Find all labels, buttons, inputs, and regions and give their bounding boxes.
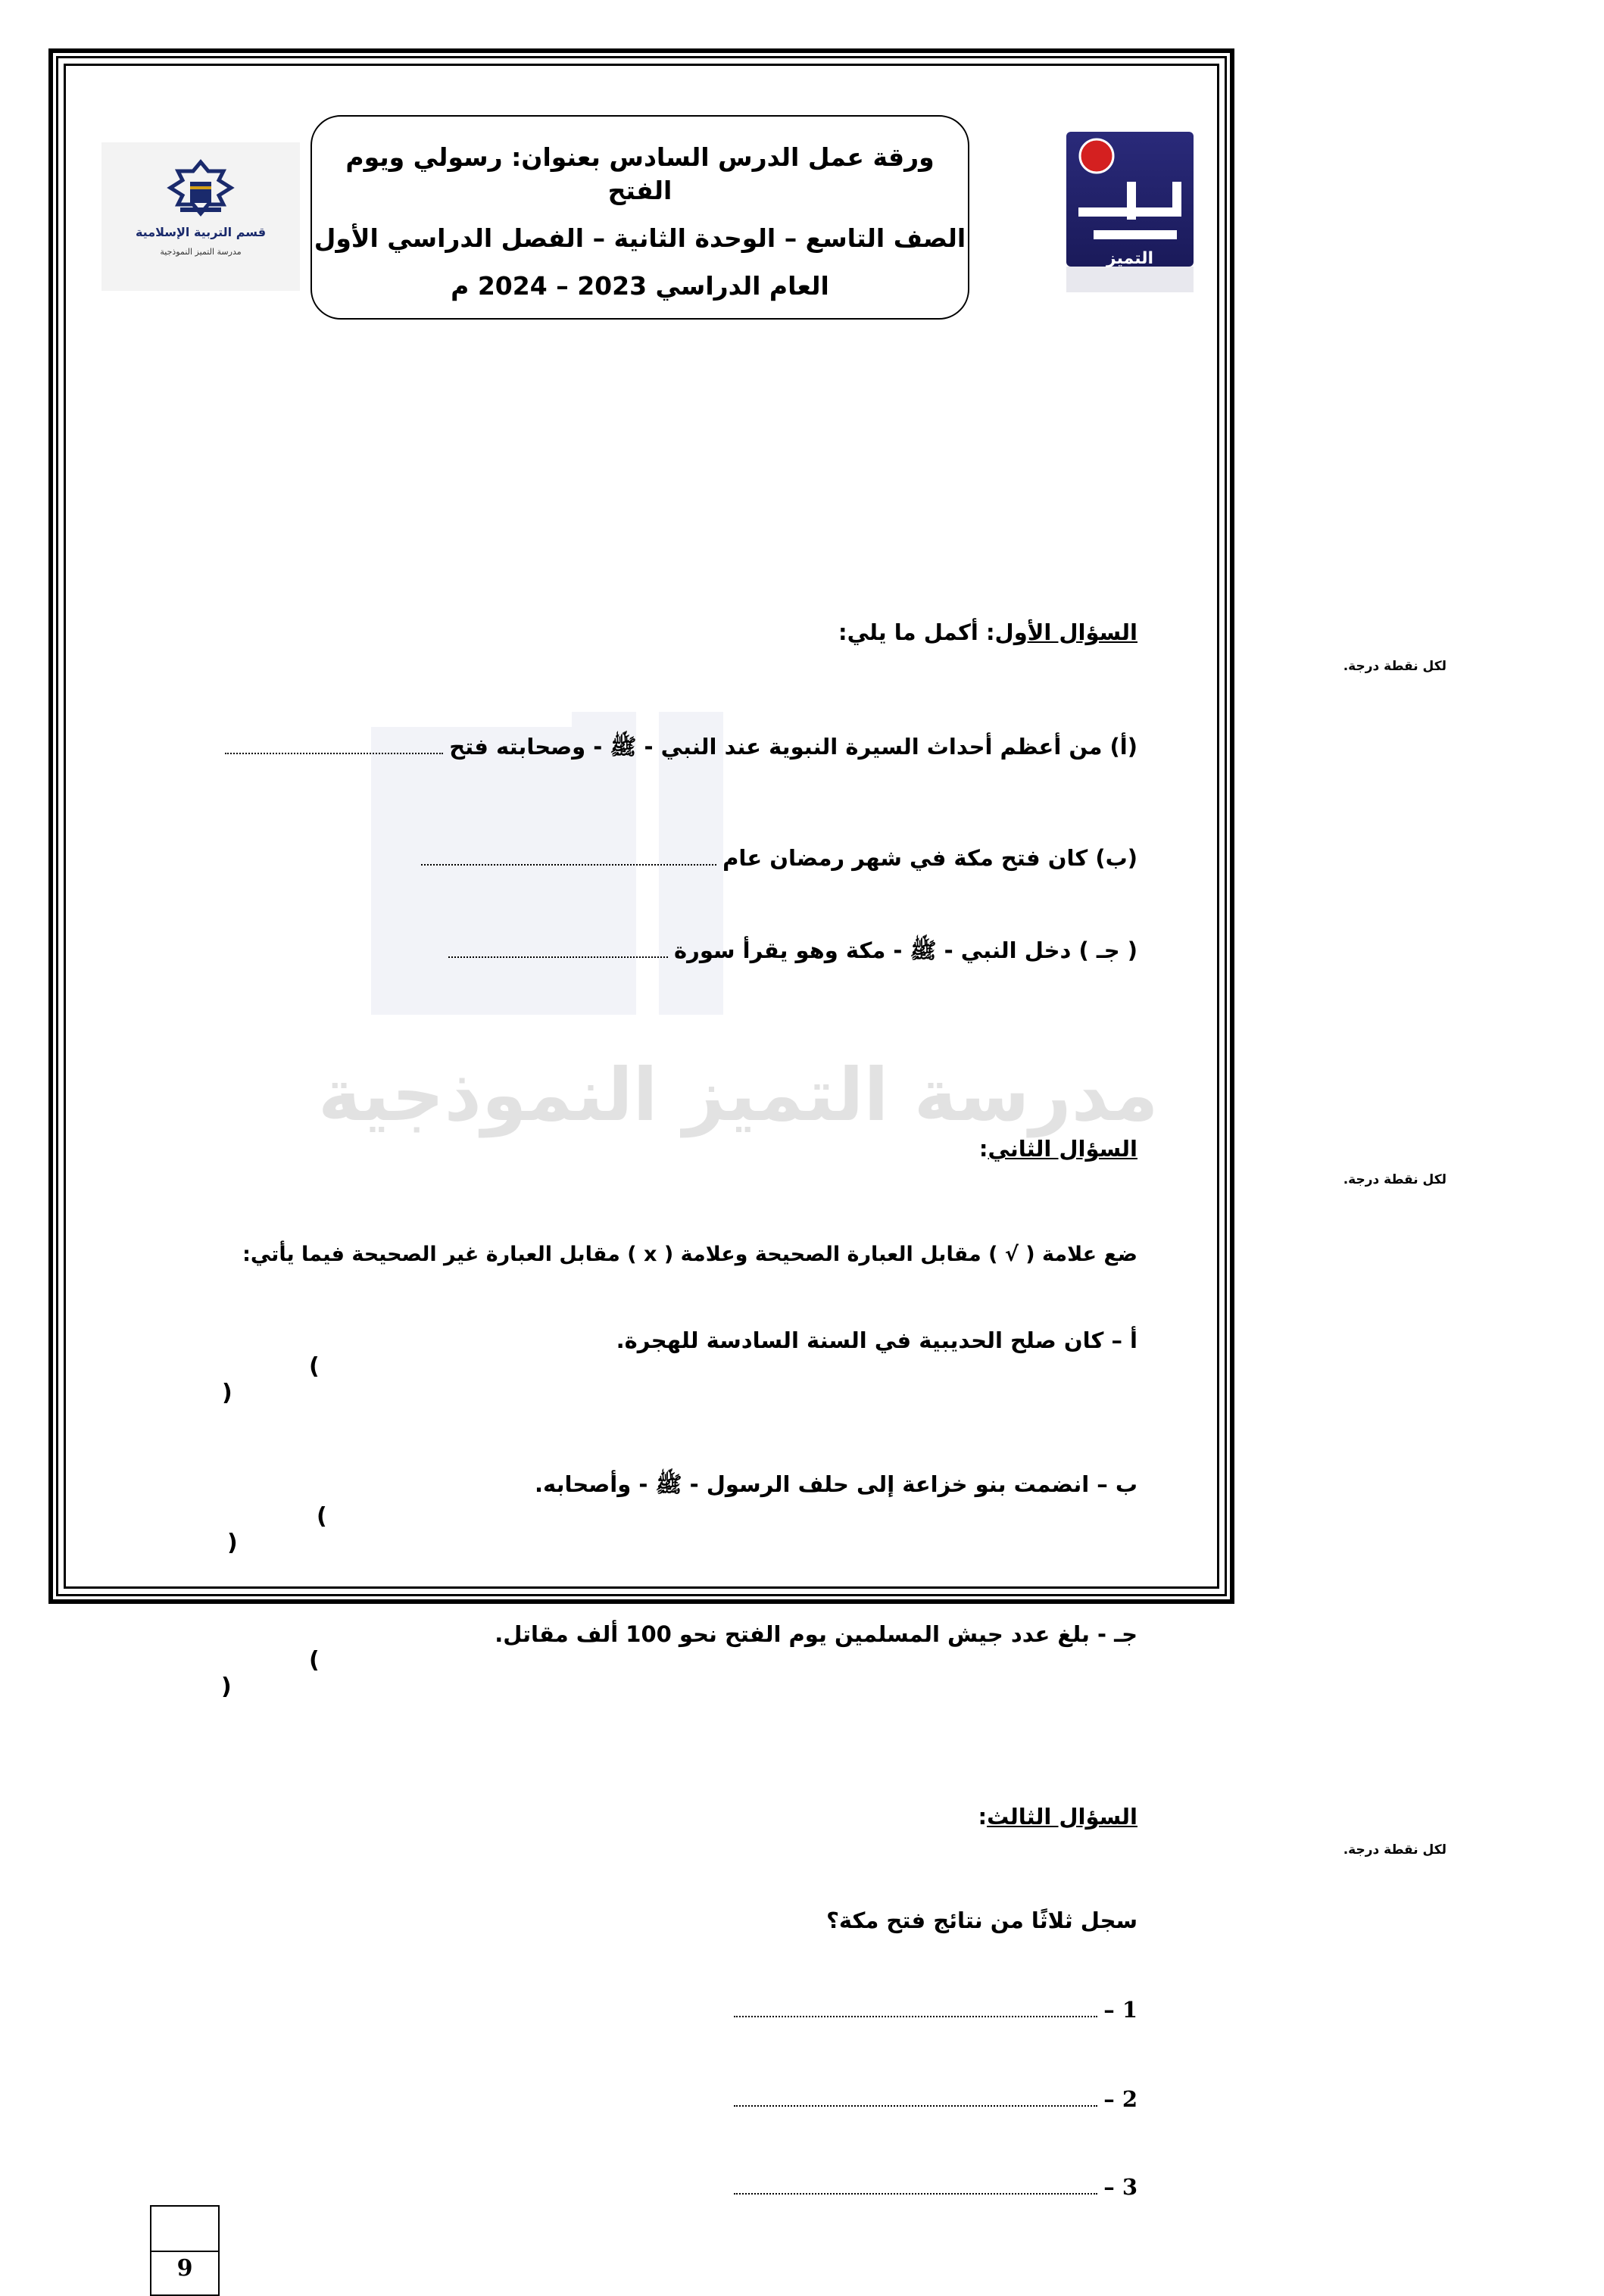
q3-answer-number: 2 – (1103, 2086, 1137, 2112)
q1-item-b (0, 845, 1137, 871)
q2-heading (0, 1136, 1137, 1162)
answer-blank[interactable] (734, 2102, 1097, 2107)
q2-item-a: أ – كان صلح الحديبية في السنة السادسة للهجرة. (616, 1327, 1137, 1353)
answer-slot-b[interactable] (247, 994, 307, 1024)
paren-open: ( (317, 1503, 327, 1530)
q1-item-c-text: ( جـ ) دخل النبي - ﷺ - مكة وهو يقرأ سورة (674, 937, 1137, 963)
q2-title: السؤال الثاني (988, 1136, 1137, 1162)
q1-title: السؤال الأول (994, 619, 1137, 645)
score-total: 9 (176, 2255, 193, 2282)
q2-item-b: ب – انضمت بنو خزاعة إلى حلف الرسول - ﷺ - وأصحابه. (535, 1471, 1137, 1497)
paren-close: ) (227, 1530, 238, 1556)
watermark-text: مدرسة التميز النموذجية (318, 1053, 1159, 1137)
watermark-shape (371, 727, 598, 1015)
school-logo (1063, 129, 1197, 295)
worksheet-header (311, 115, 969, 320)
q1-item-b-text: (ب) كان فتح مكة في شهر رمضان عام (722, 845, 1137, 871)
q3-colon: : (978, 1804, 988, 1830)
answer-blank[interactable] (734, 2013, 1097, 2017)
logo-text: التميز (1106, 249, 1154, 268)
q1-heading (0, 619, 1137, 645)
header-academic-year: العام الدراسي 2023 – 2024 م (451, 271, 829, 301)
answer-blank[interactable] (421, 861, 716, 866)
q3-answer-2 (0, 2086, 1137, 2112)
paren-close: ) (221, 1674, 232, 1700)
answer-blank[interactable] (734, 2190, 1097, 2195)
q2-item-c: جـ - بلغ عدد جيش المسلمين يوم الفتح نحو 100 ألف مقاتل. (495, 1621, 1137, 1647)
q3-instruction: سجل ثلاثًا من نتائج فتح مكة؟ (826, 1908, 1137, 1933)
answer-blank[interactable] (225, 750, 443, 754)
score-divider (151, 2251, 218, 2252)
q2-instruction: ضع علامة ( √ ) مقابل العبارة الصحيحة وعلامة ( x ) مقابل العبارة غير الصحيحة فيما يأتي: (242, 1243, 1137, 1266)
q3-answer-1 (0, 1997, 1137, 2023)
q3-grade-note: لكل نقطة درجة. (1343, 1842, 1446, 1858)
score-box (150, 2205, 220, 2296)
q2-grade-note: لكل نقطة درجة. (1343, 1172, 1446, 1187)
logo-caption-department: قسم التربية الإسلامية (135, 225, 267, 239)
answer-slot-a[interactable] (242, 928, 303, 959)
answer-slot-c[interactable] (241, 1059, 301, 1089)
paren-open: ( (309, 1353, 320, 1380)
header-title: ورقة عمل الدرس السادس بعنوان: رسولي ويوم الفتح (345, 142, 935, 205)
q3-title: السؤال الثالث (987, 1804, 1137, 1830)
q1-grade-note: لكل نقطة درجة. (1343, 659, 1446, 674)
islamic-department-logo (101, 142, 300, 291)
q3-answer-3 (0, 2174, 1137, 2200)
answer-blank[interactable] (448, 953, 668, 958)
q3-answer-number: 3 – (1103, 2174, 1137, 2200)
q1-item-c (0, 937, 1137, 969)
paren-close: ) (222, 1380, 232, 1406)
paren-open: ( (309, 1647, 320, 1674)
logo-caption-school: مدرسة التميز النموذجية (160, 247, 242, 257)
q3-answer-number: 1 – (1103, 1997, 1137, 2023)
q1-prompt: : أكمل ما يلي: (838, 619, 995, 645)
q3-heading (0, 1804, 1137, 1830)
q2-colon: : (978, 1136, 988, 1162)
header-grade-unit: الصف التاسع – الوحدة الثانية – الفصل الدراسي الأول (314, 223, 966, 253)
q1-item-a-text: (أ) من أعظم أحداث السيرة النبوية عند النبي - ﷺ - وصحابته فتح (449, 734, 1137, 760)
q1-item-a (0, 734, 1137, 766)
